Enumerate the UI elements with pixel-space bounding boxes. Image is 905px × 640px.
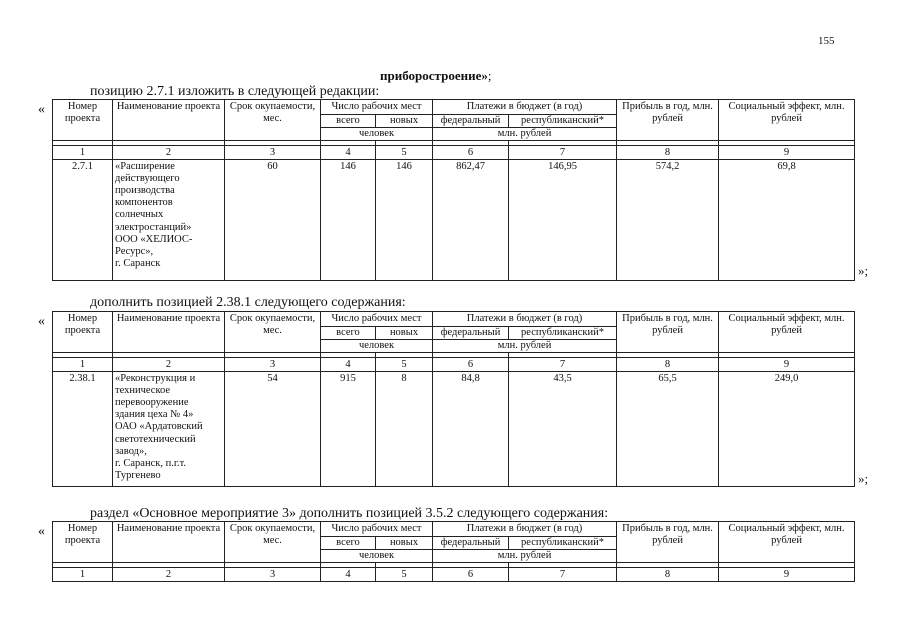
column-index: 5 xyxy=(376,568,433,582)
quote-open: « xyxy=(38,102,45,117)
column-index: 4 xyxy=(321,358,376,372)
federal-value: 84,8 xyxy=(433,372,509,487)
header-name: Наименование проекта xyxy=(113,522,225,563)
column-index: 2 xyxy=(113,146,225,160)
column-index: 6 xyxy=(433,358,509,372)
column-index: 1 xyxy=(53,568,113,582)
column-index-row xyxy=(53,568,855,582)
jobs-total-value: 915 xyxy=(321,372,376,487)
jobs-new-value: 146 xyxy=(376,160,433,281)
header-profit: Прибыль в год, млн. рублей xyxy=(617,522,719,563)
column-index: 6 xyxy=(433,568,509,582)
header-payments-unit: млн. рублей xyxy=(433,340,617,353)
column-index: 5 xyxy=(376,358,433,372)
project-name: «Реконструкция и техническое перевооружение здания цеха № 4» ОАО «Ардатовский светотехнический завод», г. Саранск, п.г.т. Тургенево xyxy=(113,372,225,487)
header-jobs-unit: человек xyxy=(321,128,433,141)
column-index: 3 xyxy=(225,146,321,160)
header-payments-unit: млн. рублей xyxy=(433,550,617,563)
header-number: Номер проекта xyxy=(53,522,113,563)
quote-open: « xyxy=(38,524,45,539)
header-jobs-new: новых xyxy=(376,115,433,128)
header-payments: Платежи в бюджет (в год) xyxy=(433,312,617,327)
section-title: позицию 2.7.1 изложить в следующей редакции: xyxy=(90,84,380,99)
header-payback: Срок окупаемости, мес. xyxy=(225,312,321,353)
header-bold-text: приборостроение» xyxy=(380,68,488,83)
column-index: 6 xyxy=(433,146,509,160)
header-social: Социальный эффект, млн. рублей xyxy=(719,312,855,353)
project-table xyxy=(52,99,855,281)
column-index: 7 xyxy=(509,146,617,160)
column-index: 3 xyxy=(225,568,321,582)
jobs-total-value: 146 xyxy=(321,160,376,281)
jobs-new-value: 8 xyxy=(376,372,433,487)
header-jobs-unit: человек xyxy=(321,550,433,563)
page-number: 155 xyxy=(818,35,835,47)
header-number: Номер проекта xyxy=(53,312,113,353)
social-value: 69,8 xyxy=(719,160,855,281)
federal-value: 862,47 xyxy=(433,160,509,281)
column-index: 5 xyxy=(376,146,433,160)
header-line xyxy=(380,68,491,84)
header-name: Наименование проекта xyxy=(113,100,225,141)
header-jobs-new: новых xyxy=(376,537,433,550)
header-payments-federal: федеральный xyxy=(433,537,509,550)
column-index: 7 xyxy=(509,568,617,582)
column-index: 2 xyxy=(113,568,225,582)
header-payback: Срок окупаемости, мес. xyxy=(225,522,321,563)
column-index-row xyxy=(53,146,855,160)
project-name: «Расширение действующего производства компонентов солнечных электростанций» ООО «ХЕЛИОС- Ресурс», г. Саранск xyxy=(113,160,225,281)
project-number: 2.38.1 xyxy=(53,372,113,487)
republic-value: 43,5 xyxy=(509,372,617,487)
column-index: 1 xyxy=(53,358,113,372)
header-jobs: Число рабочих мест xyxy=(321,522,433,537)
header-payments: Платежи в бюджет (в год) xyxy=(433,100,617,115)
quote-open: « xyxy=(38,314,45,329)
column-index: 1 xyxy=(53,146,113,160)
column-index: 2 xyxy=(113,358,225,372)
header-number: Номер проекта xyxy=(53,100,113,141)
column-index: 9 xyxy=(719,358,855,372)
header-payback: Срок окупаемости, мес. xyxy=(225,100,321,141)
header-payments-republic: республиканский* xyxy=(509,537,617,550)
header-jobs-unit: человек xyxy=(321,340,433,353)
column-index-row xyxy=(53,358,855,372)
column-index: 8 xyxy=(617,358,719,372)
project-number: 2.7.1 xyxy=(53,160,113,281)
column-index: 8 xyxy=(617,146,719,160)
header-jobs-total: всего xyxy=(321,115,376,128)
header-profit: Прибыль в год, млн. рублей xyxy=(617,312,719,353)
header-jobs: Число рабочих мест xyxy=(321,312,433,327)
profit-value: 574,2 xyxy=(617,160,719,281)
header-jobs-total: всего xyxy=(321,327,376,340)
header-payments: Платежи в бюджет (в год) xyxy=(433,522,617,537)
header-payments-federal: федеральный xyxy=(433,327,509,340)
header-jobs-new: новых xyxy=(376,327,433,340)
republic-value: 146,95 xyxy=(509,160,617,281)
project-table xyxy=(52,521,855,582)
header-payments-republic: республиканский* xyxy=(509,115,617,128)
profit-value: 65,5 xyxy=(617,372,719,487)
table-row xyxy=(53,372,855,487)
column-index: 3 xyxy=(225,358,321,372)
column-index: 9 xyxy=(719,146,855,160)
header-payments-federal: федеральный xyxy=(433,115,509,128)
table-row xyxy=(53,160,855,281)
column-index: 4 xyxy=(321,568,376,582)
header-payments-republic: республиканский* xyxy=(509,327,617,340)
quote-close: »; xyxy=(858,471,869,486)
quote-close: »; xyxy=(858,263,869,278)
header-payments-unit: млн. рублей xyxy=(433,128,617,141)
column-index: 7 xyxy=(509,358,617,372)
social-value: 249,0 xyxy=(719,372,855,487)
section-title: дополнить позицией 2.38.1 следующего содержания: xyxy=(90,295,406,310)
project-table xyxy=(52,311,855,487)
column-index: 4 xyxy=(321,146,376,160)
payback-value: 54 xyxy=(225,372,321,487)
header-jobs-total: всего xyxy=(321,537,376,550)
payback-value: 60 xyxy=(225,160,321,281)
header-jobs: Число рабочих мест xyxy=(321,100,433,115)
header-name: Наименование проекта xyxy=(113,312,225,353)
header-social: Социальный эффект, млн. рублей xyxy=(719,522,855,563)
column-index: 8 xyxy=(617,568,719,582)
section-title: раздел «Основное мероприятие 3» дополнить позицией 3.5.2 следующего содержания: xyxy=(90,506,609,521)
header-profit: Прибыль в год, млн. рублей xyxy=(617,100,719,141)
column-index: 9 xyxy=(719,568,855,582)
header-social: Социальный эффект, млн. рублей xyxy=(719,100,855,141)
header-tail: ; xyxy=(487,68,492,83)
